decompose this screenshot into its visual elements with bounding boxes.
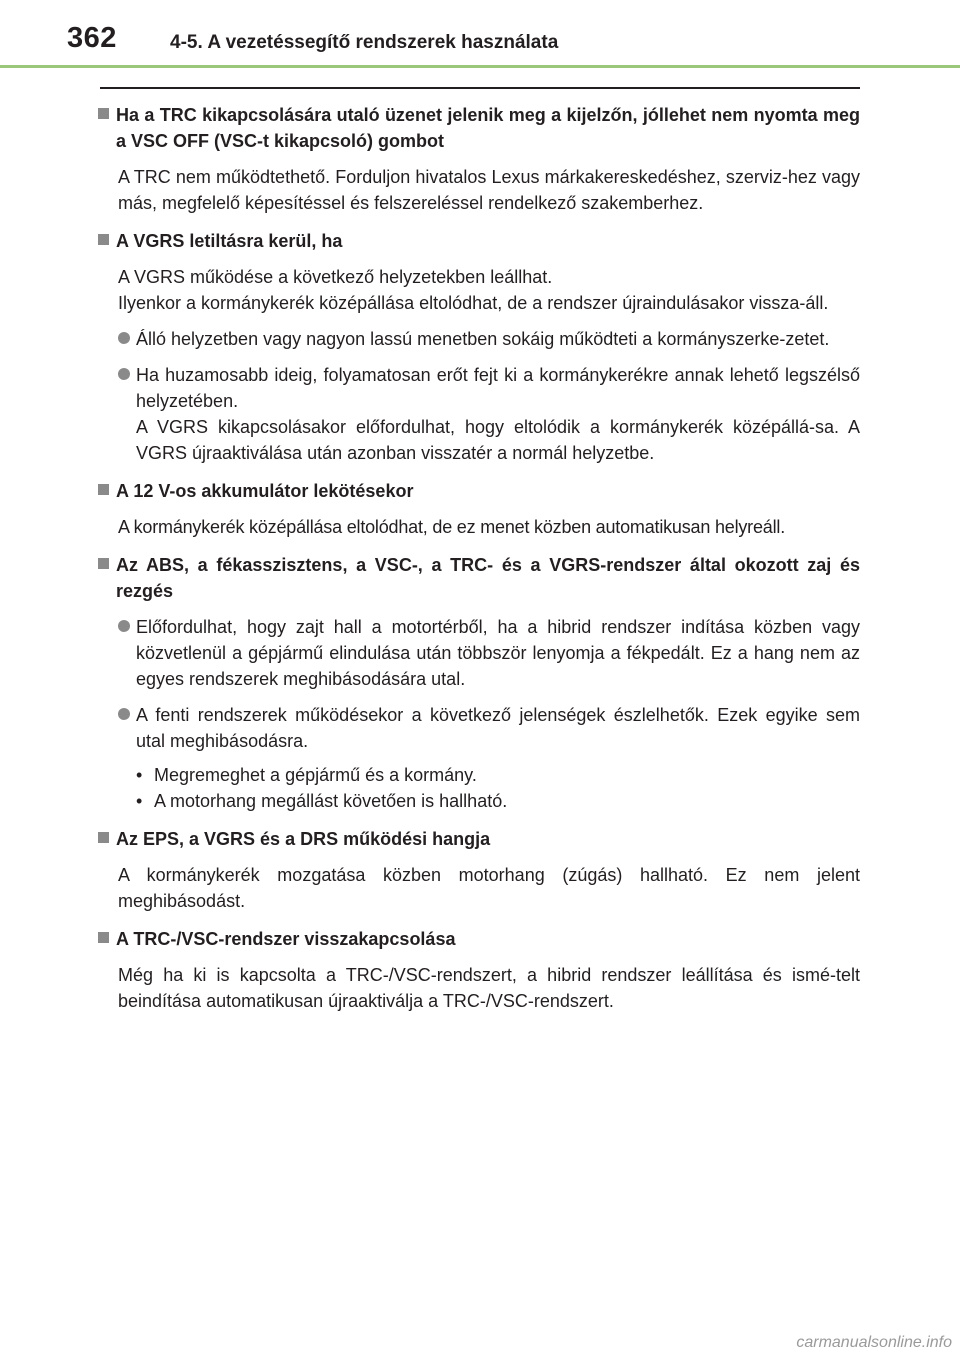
chapter-title: 4-5. A vezetéssegítő rendszerek használata	[170, 32, 559, 53]
list-item	[118, 362, 860, 466]
sub-list-item-text: A motorhang megállást követően is hallható.	[154, 791, 508, 811]
round-bullet-icon	[118, 620, 130, 632]
paragraph-line: Ilyenkor a kormánykerék középállása eltolódhat, de a rendszer újraindulásakor vissza-áll.	[118, 293, 829, 313]
section-noise-vibration	[98, 552, 860, 814]
list-item-text: Álló helyzetben vagy nagyon lassú menetben sokáig működteti a kormányszerke-zetet.	[136, 329, 830, 349]
list-item-line: Ha huzamosabb ideig, folyamatosan erőt fejt ki a kormánykerékre annak lehető legszélső helyzetében.	[136, 365, 860, 411]
sub-list	[136, 762, 860, 814]
page-content	[98, 102, 860, 1026]
dot-marker: •	[136, 791, 143, 811]
paragraph: A kormánykerék mozgatása közben motorhang (zúgás) hallható. Ez nem jelent meghibásodást.	[118, 865, 860, 911]
section-heading	[98, 826, 860, 852]
paragraph-line: A VGRS működése a következő helyzetekben leállhat.	[118, 267, 553, 287]
section-heading	[98, 552, 860, 604]
paragraph: A kormánykerék középállása eltolódhat, de ez menet közben automatikusan helyreáll.	[118, 517, 785, 537]
page-header	[0, 0, 960, 68]
content-top-rule	[100, 87, 860, 89]
section-heading-text: Az ABS, a fékasszisztens, a VSC-, a TRC- és a VGRS-rendszer által okozott zaj és rezgés	[116, 555, 860, 601]
paragraph	[118, 264, 860, 316]
section-heading	[98, 228, 860, 254]
section-battery-disconnect	[98, 478, 860, 540]
section-heading	[98, 102, 860, 154]
square-bullet-icon	[98, 234, 109, 245]
square-bullet-icon	[98, 484, 109, 495]
watermark: carmanualsonline.info	[796, 1334, 952, 1351]
list-item-line: A VGRS kikapcsolásakor előfordulhat, hogy eltolódik a kormánykerék középállá-sa. A VGRS újraaktiválása után azonban visszatér a normál helyzetbe.	[136, 417, 860, 463]
section-heading-text: A VGRS letiltásra kerül, ha	[116, 231, 343, 251]
section-heading	[98, 478, 860, 504]
section-heading-text: Az EPS, a VGRS és a DRS működési hangja	[116, 829, 491, 849]
square-bullet-icon	[98, 558, 109, 569]
list-item-text: Előfordulhat, hogy zajt hall a motortérből, ha a hibrid rendszer indítása közben vagy közvetlenül a gépjármű elindulása után többször lenyomja a fékpedált. Ez a hang nem az egyes rendszerek meghibásodására utal.	[136, 617, 860, 689]
square-bullet-icon	[98, 932, 109, 943]
round-bullet-icon	[118, 332, 130, 344]
list-item-text: A fenti rendszerek működésekor a következő jelenségek észlelhetők. Ezek egyike sem utal meghibásodásra.	[136, 705, 860, 751]
section-trc-vsc-reactivation	[98, 926, 860, 1014]
square-bullet-icon	[98, 832, 109, 843]
section-vgrs-disabled	[98, 228, 860, 466]
dot-marker: •	[136, 765, 143, 785]
paragraph: A TRC nem működtethető. Forduljon hivatalos Lexus márkakereskedéshez, szerviz-hez vagy más, megfelelő képesítéssel és felszereléssel rendelkező szakemberhez.	[118, 167, 860, 213]
page-number: 362	[67, 22, 117, 54]
square-bullet-icon	[98, 108, 109, 119]
round-bullet-icon	[118, 368, 130, 380]
paragraph: Még ha ki is kapcsolta a TRC-/VSC-rendszert, a hibrid rendszer leállítása és ismé-telt beindítása automatikusan újraaktiválja a TRC-/VSC-rendszert.	[118, 965, 860, 1011]
section-trc-message	[98, 102, 860, 216]
section-heading-text: A 12 V-os akkumulátor lekötésekor	[116, 481, 414, 501]
section-eps-sound	[98, 826, 860, 914]
section-heading-text: A TRC-/VSC-rendszer visszakapcsolása	[116, 929, 456, 949]
sub-list-item	[136, 788, 860, 814]
section-heading-text: Ha a TRC kikapcsolására utaló üzenet jelenik meg a kijelzőn, jóllehet nem nyomta meg a VSC OFF (VSC-t kikapcsoló) gombot	[116, 105, 860, 151]
header-rule	[0, 65, 960, 68]
section-heading	[98, 926, 860, 952]
sub-list-item-text: Megremeghet a gépjármű és a kormány.	[154, 765, 477, 785]
list-item	[118, 326, 860, 352]
list-item	[118, 702, 860, 754]
list-item-text	[136, 362, 860, 466]
sub-list-item	[136, 762, 860, 788]
round-bullet-icon	[118, 708, 130, 720]
list-item	[118, 614, 860, 692]
